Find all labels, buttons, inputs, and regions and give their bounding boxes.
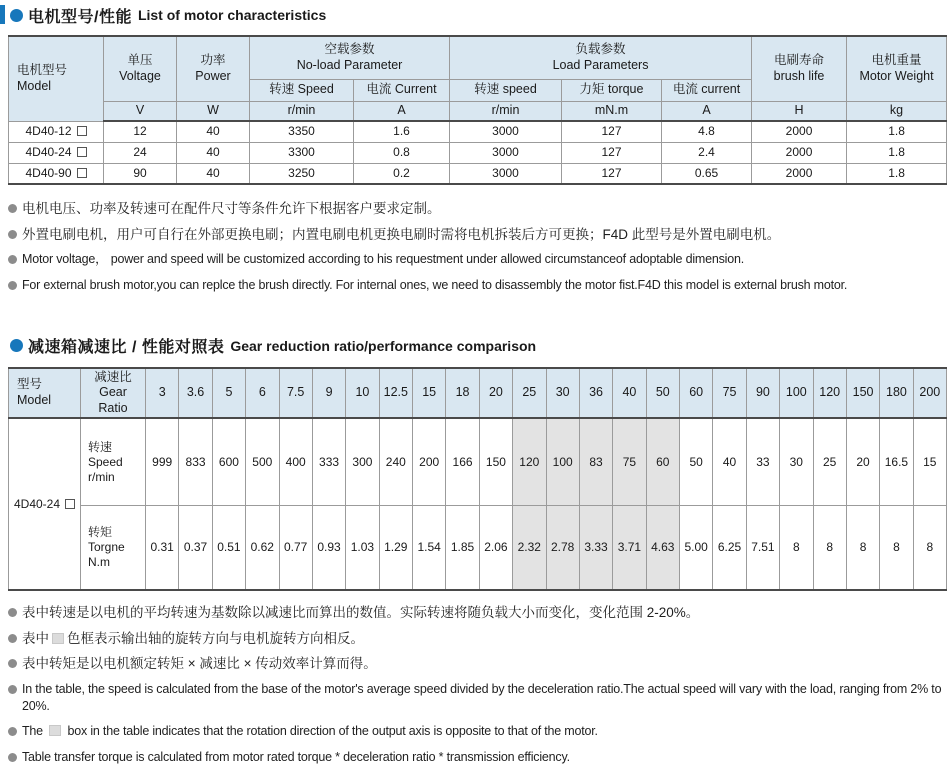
- ratio-header-cell: 50: [646, 368, 679, 419]
- gear-model-cell: 4D40-24: [9, 418, 81, 590]
- motor-row: [9, 142, 947, 163]
- speed-cell: 240: [379, 418, 412, 505]
- ratio-header-cell: 3.6: [179, 368, 212, 419]
- ratio-header-cell: 120: [813, 368, 846, 419]
- speed-cell: 100: [546, 418, 579, 505]
- value-cell: 2.4: [662, 142, 752, 163]
- torque-cell: 8: [880, 505, 913, 590]
- ratio-header-cell: 100: [780, 368, 813, 419]
- section2-title-zh: 减速箱减速比 / 性能对照表: [28, 339, 225, 356]
- unit-cell: r/min: [250, 101, 354, 121]
- unit-cell: H: [752, 101, 847, 121]
- unit-cell: A: [354, 101, 450, 121]
- section1-title-en: List of motor characteristics: [137, 7, 327, 23]
- value-cell: 40: [177, 142, 250, 163]
- torque-cell: 8: [846, 505, 879, 590]
- value-cell: 4.8: [662, 121, 752, 142]
- header-model: [9, 36, 104, 121]
- note-bullet-icon: [8, 659, 17, 668]
- speed-cell: 16.5: [880, 418, 913, 505]
- unit-cell: mN.m: [562, 101, 662, 121]
- value-cell: 1.8: [847, 163, 947, 184]
- ratio-header-cell: 60: [680, 368, 713, 419]
- note-item: [8, 604, 946, 621]
- note-text: 外置电刷电机，用户可自行在外部更换电刷；内置电刷电机更换电刷时需将电机拆装后方可更换；F4D 此型号是外置电刷电机。: [22, 226, 781, 242]
- left-accent-bar: [0, 5, 5, 24]
- gray-box-legend-icon: [49, 725, 61, 736]
- speed-cell: 60: [646, 418, 679, 505]
- motor-row: [9, 163, 947, 184]
- torque-cell: 0.37: [179, 505, 212, 590]
- motor-row: [9, 121, 947, 142]
- note-item: [8, 200, 946, 217]
- section-bullet-icon: [10, 9, 23, 22]
- header-model-en: Model: [17, 78, 52, 93]
- ratio-header-cell: 150: [846, 368, 879, 419]
- value-cell: 1.6: [354, 121, 450, 142]
- ratio-header-cell: 10: [346, 368, 379, 419]
- speed-cell: 999: [146, 418, 179, 505]
- header-motor-weight: 电机重量 Motor Weight: [847, 36, 947, 101]
- torque-cell: 1.85: [446, 505, 479, 590]
- section2-title: [0, 334, 950, 358]
- torque-cell: 5.00: [680, 505, 713, 590]
- header-noload-speed: 转速 Speed: [250, 79, 354, 101]
- note-item: [8, 749, 946, 766]
- note-bullet-icon: [8, 281, 17, 290]
- note-item: [8, 630, 946, 647]
- note-text: 表中转矩是以电机额定转矩 × 减速比 × 传动效率计算而得。: [22, 656, 377, 672]
- torque-cell: 6.25: [713, 505, 746, 590]
- header-load-current: 电流 current: [662, 79, 752, 101]
- ratio-header-cell: 36: [579, 368, 612, 419]
- section1-notes: [8, 200, 946, 294]
- speed-cell: 300: [346, 418, 379, 505]
- value-cell: 2000: [752, 163, 847, 184]
- speed-cell: 33: [746, 418, 779, 505]
- value-cell: 127: [562, 121, 662, 142]
- note-text: For external brush motor,you can replce the brush directly. For internal ones, we need to disassembly the motor fist.F4D this model is external brush motor.: [22, 277, 848, 292]
- torque-cell: 7.51: [746, 505, 779, 590]
- note-item: [8, 723, 946, 740]
- unit-cell: V: [104, 101, 177, 121]
- ratio-header-cell: 20: [479, 368, 512, 419]
- value-cell: 2000: [752, 121, 847, 142]
- header-gear-ratio: 减速比 Gear Ratio: [81, 368, 146, 419]
- header-brush-life: 电刷寿命 brush life: [752, 36, 847, 101]
- section2-notes: [8, 604, 946, 766]
- model-cell: 4D40-24: [9, 142, 104, 163]
- value-cell: 127: [562, 142, 662, 163]
- checkbox-icon: [77, 168, 87, 178]
- note-item: [8, 251, 946, 268]
- ratio-header-cell: 7.5: [279, 368, 312, 419]
- header-model2: 型号 Model: [9, 368, 81, 419]
- speed-cell: 400: [279, 418, 312, 505]
- note-bullet-icon: [8, 634, 17, 643]
- ratio-header-cell: 5: [212, 368, 245, 419]
- header-noload-current: 电流 Current: [354, 79, 450, 101]
- datasheet-page: [0, 3, 950, 764]
- speed-cell: 150: [479, 418, 512, 505]
- value-cell: 0.65: [662, 163, 752, 184]
- ratio-header-cell: 200: [913, 368, 946, 419]
- gray-box-legend-icon: [52, 633, 64, 644]
- note-bullet-icon: [8, 255, 17, 264]
- note-bullet-icon: [8, 727, 17, 736]
- speed-cell: 333: [312, 418, 345, 505]
- torque-cell: 2.06: [479, 505, 512, 590]
- motor-characteristics-table: [8, 35, 947, 185]
- model-cell: 4D40-12: [9, 121, 104, 142]
- note-text: Motor voltage， power and speed will be customized according to his requestment under allowed circumstanceof adoptable dimension.: [22, 252, 745, 266]
- header-noload-group: 空载参数 No-load Parameter: [250, 36, 450, 79]
- torque-cell: 0.93: [312, 505, 345, 590]
- torque-cell: 0.51: [212, 505, 245, 590]
- section1-title: [0, 3, 950, 27]
- unit-cell: kg: [847, 101, 947, 121]
- torque-cell: 2.32: [513, 505, 546, 590]
- value-cell: 1.8: [847, 142, 947, 163]
- torque-cell: 3.33: [579, 505, 612, 590]
- checkbox-icon: [77, 126, 87, 136]
- torque-cell: 1.29: [379, 505, 412, 590]
- ratio-header-cell: 90: [746, 368, 779, 419]
- ratio-header-cell: 18: [446, 368, 479, 419]
- torque-cell: 0.62: [246, 505, 279, 590]
- ratio-header-cell: 3: [146, 368, 179, 419]
- speed-cell: 40: [713, 418, 746, 505]
- note-bullet-icon: [8, 685, 17, 694]
- value-cell: 90: [104, 163, 177, 184]
- checkbox-icon: [65, 499, 75, 509]
- header-voltage: 单压 Voltage: [104, 36, 177, 101]
- checkbox-icon: [77, 147, 87, 157]
- note-item: [8, 277, 946, 294]
- speed-row-label: 转速 Speed r/min: [81, 418, 146, 505]
- speed-cell: 200: [413, 418, 446, 505]
- note-text: In the table, the speed is calculated from the base of the motor's average speed divided by the deceleration ratio.The actual speed will vary with the load, ranging from 2% to 20%.: [22, 681, 942, 713]
- note-item: [8, 655, 946, 672]
- ratio-header-cell: 40: [613, 368, 646, 419]
- value-cell: 3300: [250, 142, 354, 163]
- torque-cell: 8: [813, 505, 846, 590]
- section2-title-en: Gear reduction ratio/performance comparison: [230, 337, 537, 354]
- ratio-header-cell: 180: [880, 368, 913, 419]
- speed-cell: 166: [446, 418, 479, 505]
- note-text: The box in the table indicates that the rotation direction of the output axis is opposite to that of the motor.: [22, 724, 598, 739]
- note-bullet-icon: [8, 204, 17, 213]
- ratio-header-cell: 12.5: [379, 368, 412, 419]
- header-load-group: 负载参数 Load Parameters: [450, 36, 752, 79]
- value-cell: 3250: [250, 163, 354, 184]
- speed-cell: 20: [846, 418, 879, 505]
- value-cell: 0.2: [354, 163, 450, 184]
- note-bullet-icon: [8, 230, 17, 239]
- torque-cell: 4.63: [646, 505, 679, 590]
- speed-cell: 25: [813, 418, 846, 505]
- unit-cell: A: [662, 101, 752, 121]
- speed-cell: 83: [579, 418, 612, 505]
- note-text: 电机电压、功率及转速可在配件尺寸等条件允许下根据客户要求定制。: [22, 201, 441, 216]
- speed-cell: 50: [680, 418, 713, 505]
- value-cell: 0.8: [354, 142, 450, 163]
- torque-cell: 1.54: [413, 505, 446, 590]
- note-item: [8, 226, 946, 243]
- ratio-header-cell: 25: [513, 368, 546, 419]
- value-cell: 3000: [450, 163, 562, 184]
- ratio-header-cell: 15: [413, 368, 446, 419]
- header-power: 功率 Power: [177, 36, 250, 101]
- ratio-header-cell: 30: [546, 368, 579, 419]
- value-cell: 3350: [250, 121, 354, 142]
- header-model-zh: 电机型号: [17, 63, 68, 78]
- note-text: 表中转速是以电机的平均转速为基数除以减速比而算出的数值。实际转速将随负载大小而变化，变化范围 2-20%。: [22, 605, 700, 621]
- value-cell: 24: [104, 142, 177, 163]
- ratio-header-cell: 75: [713, 368, 746, 419]
- value-cell: 12: [104, 121, 177, 142]
- speed-cell: 75: [613, 418, 646, 505]
- speed-cell: 600: [212, 418, 245, 505]
- note-bullet-icon: [8, 608, 17, 617]
- header-load-torque: 力矩 torque: [562, 79, 662, 101]
- torque-cell: 3.71: [613, 505, 646, 590]
- speed-cell: 833: [179, 418, 212, 505]
- ratio-header-cell: 9: [312, 368, 345, 419]
- torque-cell: 8: [780, 505, 813, 590]
- value-cell: 127: [562, 163, 662, 184]
- torque-cell: 0.77: [279, 505, 312, 590]
- torque-cell: 1.03: [346, 505, 379, 590]
- torque-cell: 0.31: [146, 505, 179, 590]
- speed-cell: 120: [513, 418, 546, 505]
- note-bullet-icon: [8, 753, 17, 762]
- torque-cell: 8: [913, 505, 946, 590]
- section-bullet-icon: [10, 339, 23, 352]
- value-cell: 3000: [450, 121, 562, 142]
- unit-cell: r/min: [450, 101, 562, 121]
- note-text: 表中 色框表示输出轴的旋转方向与电机旋转方向相反。: [22, 630, 364, 646]
- value-cell: 2000: [752, 142, 847, 163]
- ratio-header-cell: 6: [246, 368, 279, 419]
- value-cell: 1.8: [847, 121, 947, 142]
- note-item: [8, 681, 946, 715]
- torque-row-label: 转矩 Torgne N.m: [81, 505, 146, 590]
- torque-cell: 2.78: [546, 505, 579, 590]
- speed-cell: 15: [913, 418, 946, 505]
- gear-ratio-table: [8, 367, 947, 592]
- header-load-speed: 转速 speed: [450, 79, 562, 101]
- value-cell: 40: [177, 163, 250, 184]
- model-cell: 4D40-90: [9, 163, 104, 184]
- value-cell: 3000: [450, 142, 562, 163]
- section1-title-zh: 电机型号/性能: [28, 8, 132, 26]
- unit-cell: W: [177, 101, 250, 121]
- value-cell: 40: [177, 121, 250, 142]
- speed-cell: 30: [780, 418, 813, 505]
- speed-cell: 500: [246, 418, 279, 505]
- note-text: Table transfer torque is calculated from motor rated torque * deceleration ratio * transmission efficiency.: [22, 749, 570, 764]
